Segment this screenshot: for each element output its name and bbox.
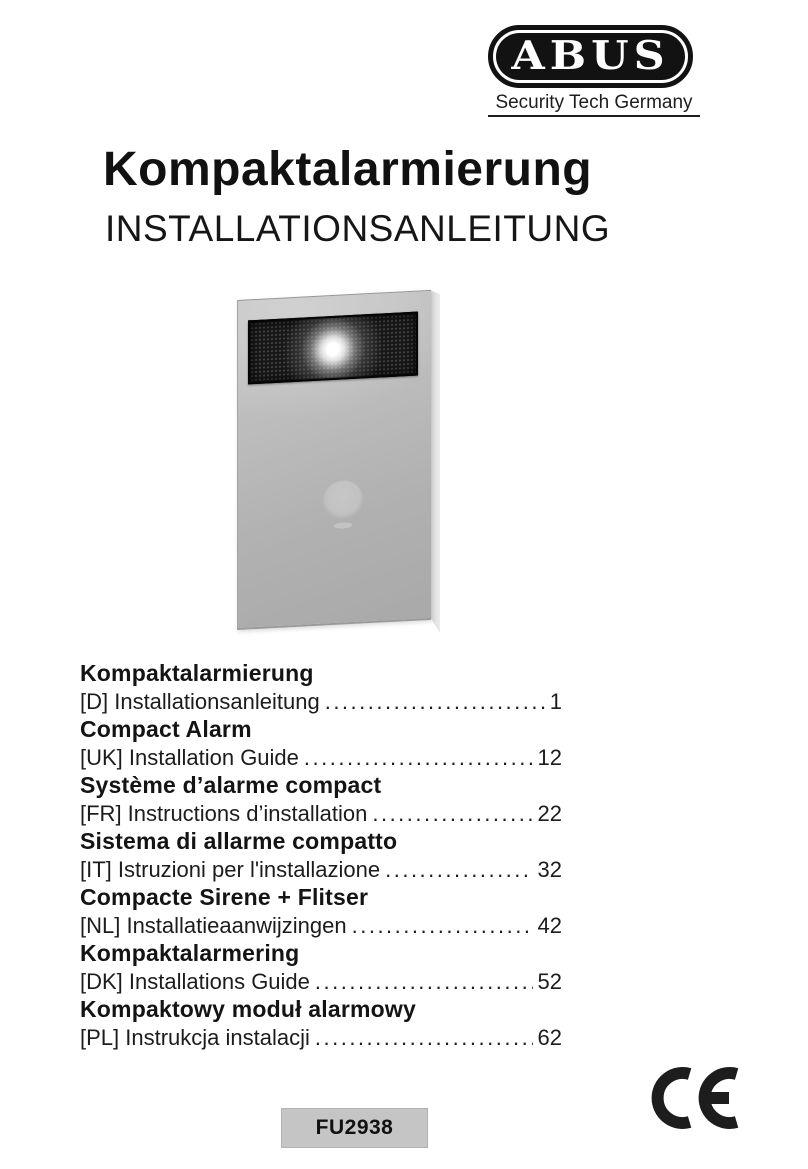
toc-entry-title: Kompaktalarmering — [80, 940, 300, 966]
ce-mark — [650, 1066, 750, 1130]
toc-entry-title: Kompaktalarmierung — [80, 660, 314, 686]
abus-logo-frame — [488, 25, 693, 88]
toc-entry-line — [80, 688, 562, 715]
toc-entry — [80, 659, 562, 715]
toc-entry-line — [80, 744, 562, 771]
toc-leader-dots — [304, 744, 533, 771]
toc-entry-page: 62 — [537, 1025, 562, 1050]
toc-entry-label: [D] Installationsanleitung — [80, 689, 320, 714]
toc-entry-title: Système d’alarme compact — [80, 772, 382, 798]
toc-entry-page: 52 — [537, 969, 562, 994]
toc-entry — [80, 995, 562, 1051]
strobe-flash-light — [250, 314, 416, 383]
toc-entry-label: [UK] Installation Guide — [80, 745, 299, 770]
toc-entry-title: Kompaktowy moduł alarmowy — [80, 996, 417, 1022]
toc-entry-line — [80, 800, 562, 827]
logo-underline — [488, 115, 700, 117]
ce-mark-icon — [650, 1066, 750, 1130]
toc-entry-title: Sistema di allarme compatto — [80, 828, 398, 854]
toc-leader-dots — [372, 800, 532, 827]
toc-entry-label: [FR] Instructions d’installation — [80, 801, 368, 826]
toc-leader-dots — [325, 688, 545, 715]
table-of-contents — [80, 659, 562, 1051]
logo-tagline: Security Tech Germany — [495, 92, 693, 113]
toc-entry — [80, 939, 562, 995]
toc-leader-dots — [385, 856, 532, 883]
toc-entry-title: Compact Alarm — [80, 716, 252, 742]
abus-logo — [488, 25, 700, 113]
siren-grille — [248, 312, 418, 385]
toc-entry-page: 42 — [537, 913, 562, 938]
abus-emblem-relief — [323, 479, 363, 521]
toc-leader-dots — [352, 912, 533, 939]
toc-entry-page: 32 — [537, 857, 562, 882]
toc-entry-label: [PL] Instrukcja instalacji — [80, 1025, 310, 1050]
page-subtitle: INSTALLATIONSANLEITUNG — [105, 208, 611, 249]
toc-entry-page: 12 — [537, 745, 562, 770]
device-side-face — [430, 289, 440, 635]
model-number-badge: FU2938 — [281, 1108, 428, 1148]
toc-entry-line — [80, 856, 562, 883]
page-title: Kompaktalarmierung — [103, 143, 593, 196]
toc-entry-title: Compacte Sirene + Flitser — [80, 884, 369, 910]
toc-leader-dots — [315, 968, 533, 995]
toc-entry — [80, 715, 562, 771]
device-front-face — [237, 290, 431, 630]
toc-entry-label: [DK] Installations Guide — [80, 969, 310, 994]
toc-entry-line — [80, 912, 562, 939]
toc-entry-line — [80, 1024, 562, 1051]
toc-entry-page: 22 — [537, 801, 562, 826]
toc-entry — [80, 771, 562, 827]
toc-entry — [80, 883, 562, 939]
toc-entry-label: [NL] Installatieaanwijzingen — [80, 913, 347, 938]
toc-entry-line — [80, 968, 562, 995]
toc-entry-label: [IT] Istruzioni per l'installazione — [80, 857, 381, 882]
toc-entry — [80, 827, 562, 883]
abus-logo-badge — [496, 33, 685, 80]
toc-leader-dots — [315, 1024, 533, 1051]
toc-entry-page: 1 — [549, 689, 562, 714]
abus-logo-text: ABUS — [511, 33, 670, 80]
